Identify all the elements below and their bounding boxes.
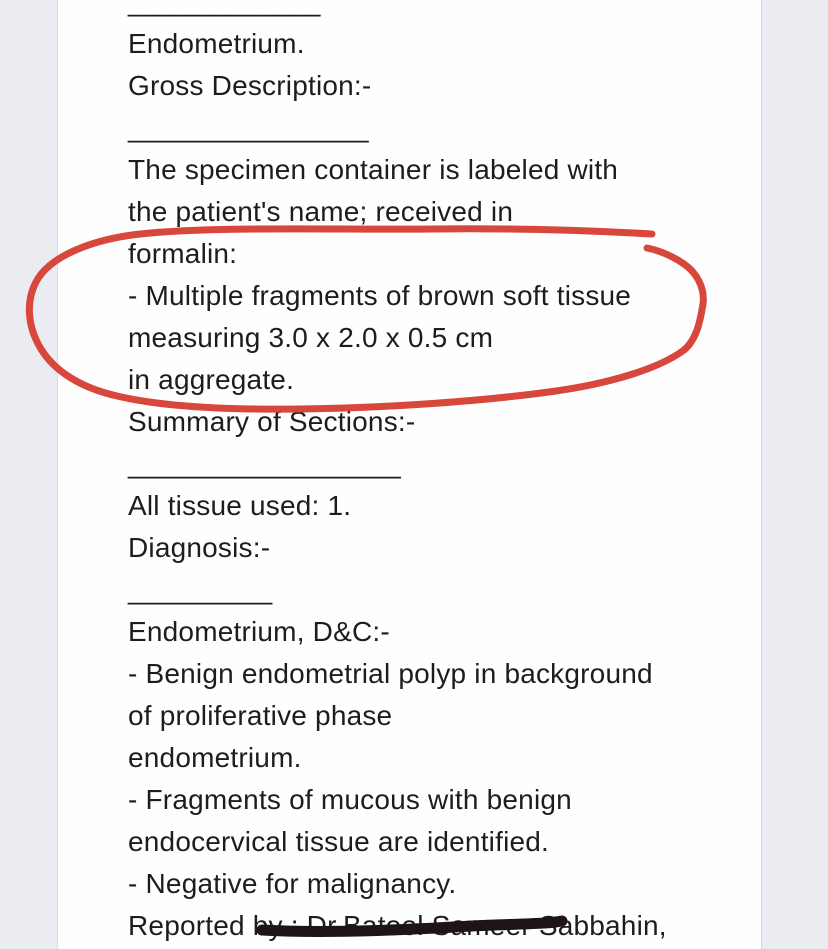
report-line: endometrium. [128, 742, 302, 773]
report-line: endocervical tissue are identified. [128, 826, 550, 857]
report-line: - Multiple fragments of brown soft tissue [128, 280, 632, 311]
document-page [57, 0, 762, 949]
separator-line: _________ [128, 574, 273, 605]
report-line: Gross Description:- [128, 70, 372, 101]
report-line: Diagnosis:- [128, 532, 271, 563]
separator-line: ____________ [128, 0, 321, 17]
report-line: - Benign endometrial polyp in background [128, 658, 653, 689]
report-line: - Negative for malignancy. [128, 868, 457, 899]
pathology-report-text [128, 0, 747, 947]
report-line: The specimen container is labeled with [128, 154, 619, 185]
report-line: of proliferative phase [128, 700, 393, 731]
report-line: Endometrium. [128, 28, 305, 59]
report-line: All tissue used: 1. [128, 490, 352, 521]
report-line: Reported by : Dr.Batool Sameer Sabbahin, [128, 910, 667, 941]
report-line: in aggregate. [128, 364, 295, 395]
report-line: Summary of Sections:- [128, 406, 416, 437]
report-line: - Fragments of mucous with benign [128, 784, 572, 815]
separator-line: _______________ [128, 112, 370, 143]
report-line: Endometrium, D&C:- [128, 616, 390, 647]
report-line: the patient's name; received in [128, 196, 514, 227]
report-line: formalin: [128, 238, 238, 269]
report-line: measuring 3.0 x 2.0 x 0.5 cm [128, 322, 494, 353]
separator-line: _________________ [128, 448, 402, 479]
